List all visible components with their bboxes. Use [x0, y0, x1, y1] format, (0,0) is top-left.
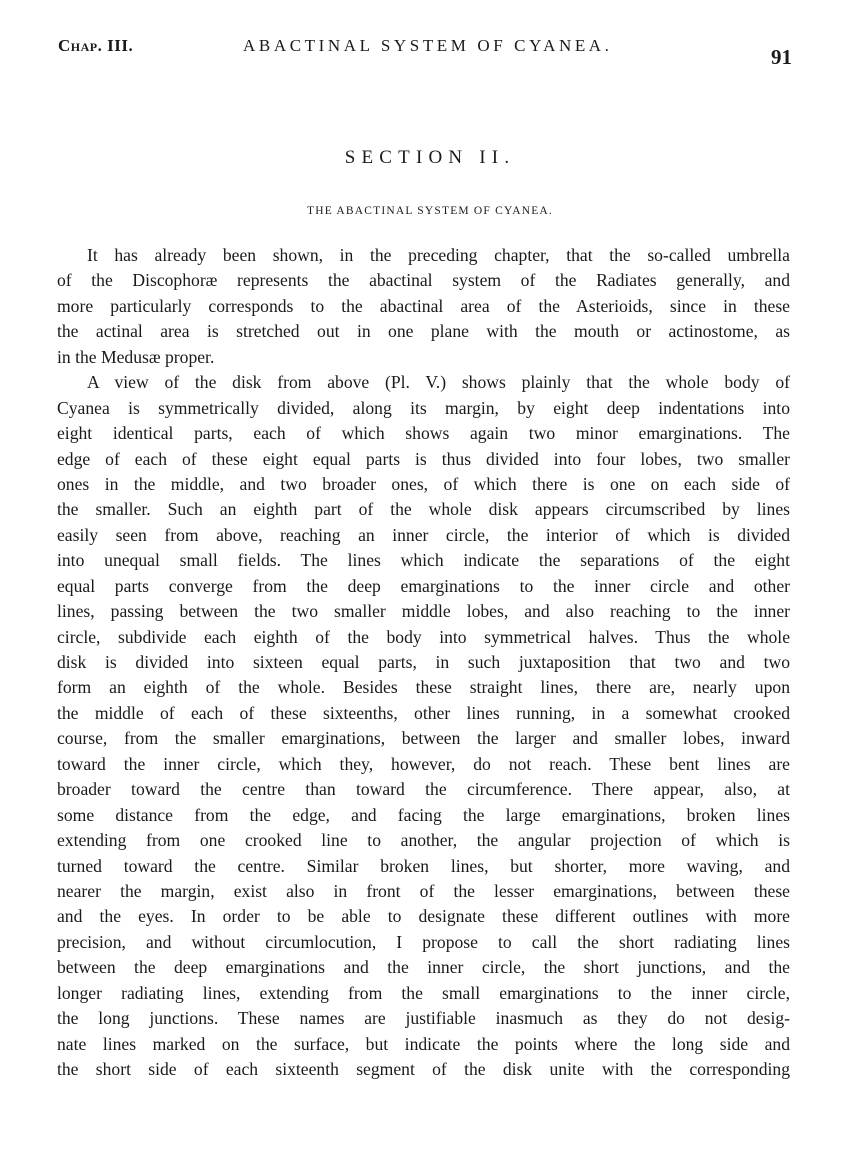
text-line: and the eyes. In order to be able to designate these different outlines with more: [57, 906, 790, 927]
text-line: lines, passing between the two smaller middle lobes, and also reaching to the inner: [57, 601, 790, 622]
body-text: [57, 243, 790, 1082]
text-line: A view of the disk from above (Pl. V.) shows plainly that the whole body of: [87, 372, 790, 393]
text-line: between the deep emarginations and the inner circle, the short junctions, and the: [57, 957, 790, 978]
text-line: form an eighth of the whole. Besides these straight lines, there are, nearly upon: [57, 677, 790, 698]
page-number: 91: [771, 45, 792, 69]
text-line: It has already been shown, in the preceding chapter, that the so-called umbrella: [87, 245, 790, 265]
text-line: more particularly corresponds to the abactinal area of the Asterioids, since in these: [57, 295, 790, 316]
text-line: the short side of each sixteenth segment of the disk unite with the corresponding: [57, 1059, 790, 1079]
text-line: circle, subdivide each eighth of the body into symmetrical halves. Thus the whole: [57, 626, 790, 647]
section-heading: SECTION II.: [344, 147, 516, 168]
text-line: ones in the middle, and two broader ones, of which there is one on each side of: [57, 473, 790, 494]
text-line: Cyanea is symmetrically divided, along its margin, by eight deep indentations into: [57, 397, 790, 418]
text-line: the actinal area is stretched out in one plane with the mouth or actinostome, as: [57, 321, 790, 342]
text-line: toward the inner circle, which they, however, do not reach. These bent lines are: [57, 753, 790, 774]
text-line: into unequal small fields. The lines which indicate the separations of the eight: [57, 550, 790, 571]
text-line: course, from the smaller emarginations, between the larger and smaller lobes, inward: [57, 728, 790, 749]
text-line: of the Discophoræ represents the abactinal system of the Radiates generally, and: [57, 270, 790, 291]
chapter-label: Chap. III.: [58, 36, 134, 55]
text-line: the smaller. Such an eighth part of the whole disk appears circumscribed by lines: [57, 499, 790, 520]
paragraph: [57, 370, 790, 1082]
text-line: the long junctions. These names are justifiable inasmuch as they do not desig-: [57, 1008, 790, 1029]
text-line: nate lines marked on the surface, but indicate the points where the long side and: [57, 1033, 790, 1054]
running-head: [58, 36, 792, 69]
text-line: some distance from the edge, and facing the large emarginations, broken lines: [57, 804, 790, 825]
text-line: extending from one crooked line to another, the angular projection of which is: [57, 830, 790, 851]
text-line: disk is divided into sixteen equal parts, in such juxtaposition that two and two: [57, 652, 790, 672]
text-line: eight identical parts, each of which shows again two minor emarginations. The: [57, 423, 790, 444]
text-line: turned toward the centre. Similar broken lines, but shorter, more waving, and: [57, 855, 790, 876]
paragraph: [57, 243, 790, 370]
text-line: nearer the margin, exist also in front of the lesser emarginations, between these: [57, 880, 790, 901]
text-line: longer radiating lines, extending from the small emarginations to the inner circle,: [57, 982, 790, 1003]
running-title: ABACTINAL SYSTEM OF CYANEA.: [243, 36, 613, 55]
text-line: in the Medusæ proper.: [57, 346, 215, 367]
text-line: the middle of each of these sixteenths, other lines running, in a somewhat crooked: [57, 702, 790, 723]
section-subtitle: THE ABACTINAL SYSTEM OF CYANEA.: [306, 205, 554, 217]
text-line: precision, and without circumlocution, I propose to call the short radiating lines: [57, 931, 790, 952]
text-line: equal parts converge from the deep emarginations to the inner circle and other: [57, 575, 790, 596]
text-line: easily seen from above, reaching an inner circle, the interior of which is divided: [57, 524, 790, 545]
text-line: broader toward the centre than toward the circumference. There appear, also, at: [57, 779, 790, 800]
text-line: edge of each of these eight equal parts is thus divided into four lobes, two smaller: [57, 448, 790, 469]
